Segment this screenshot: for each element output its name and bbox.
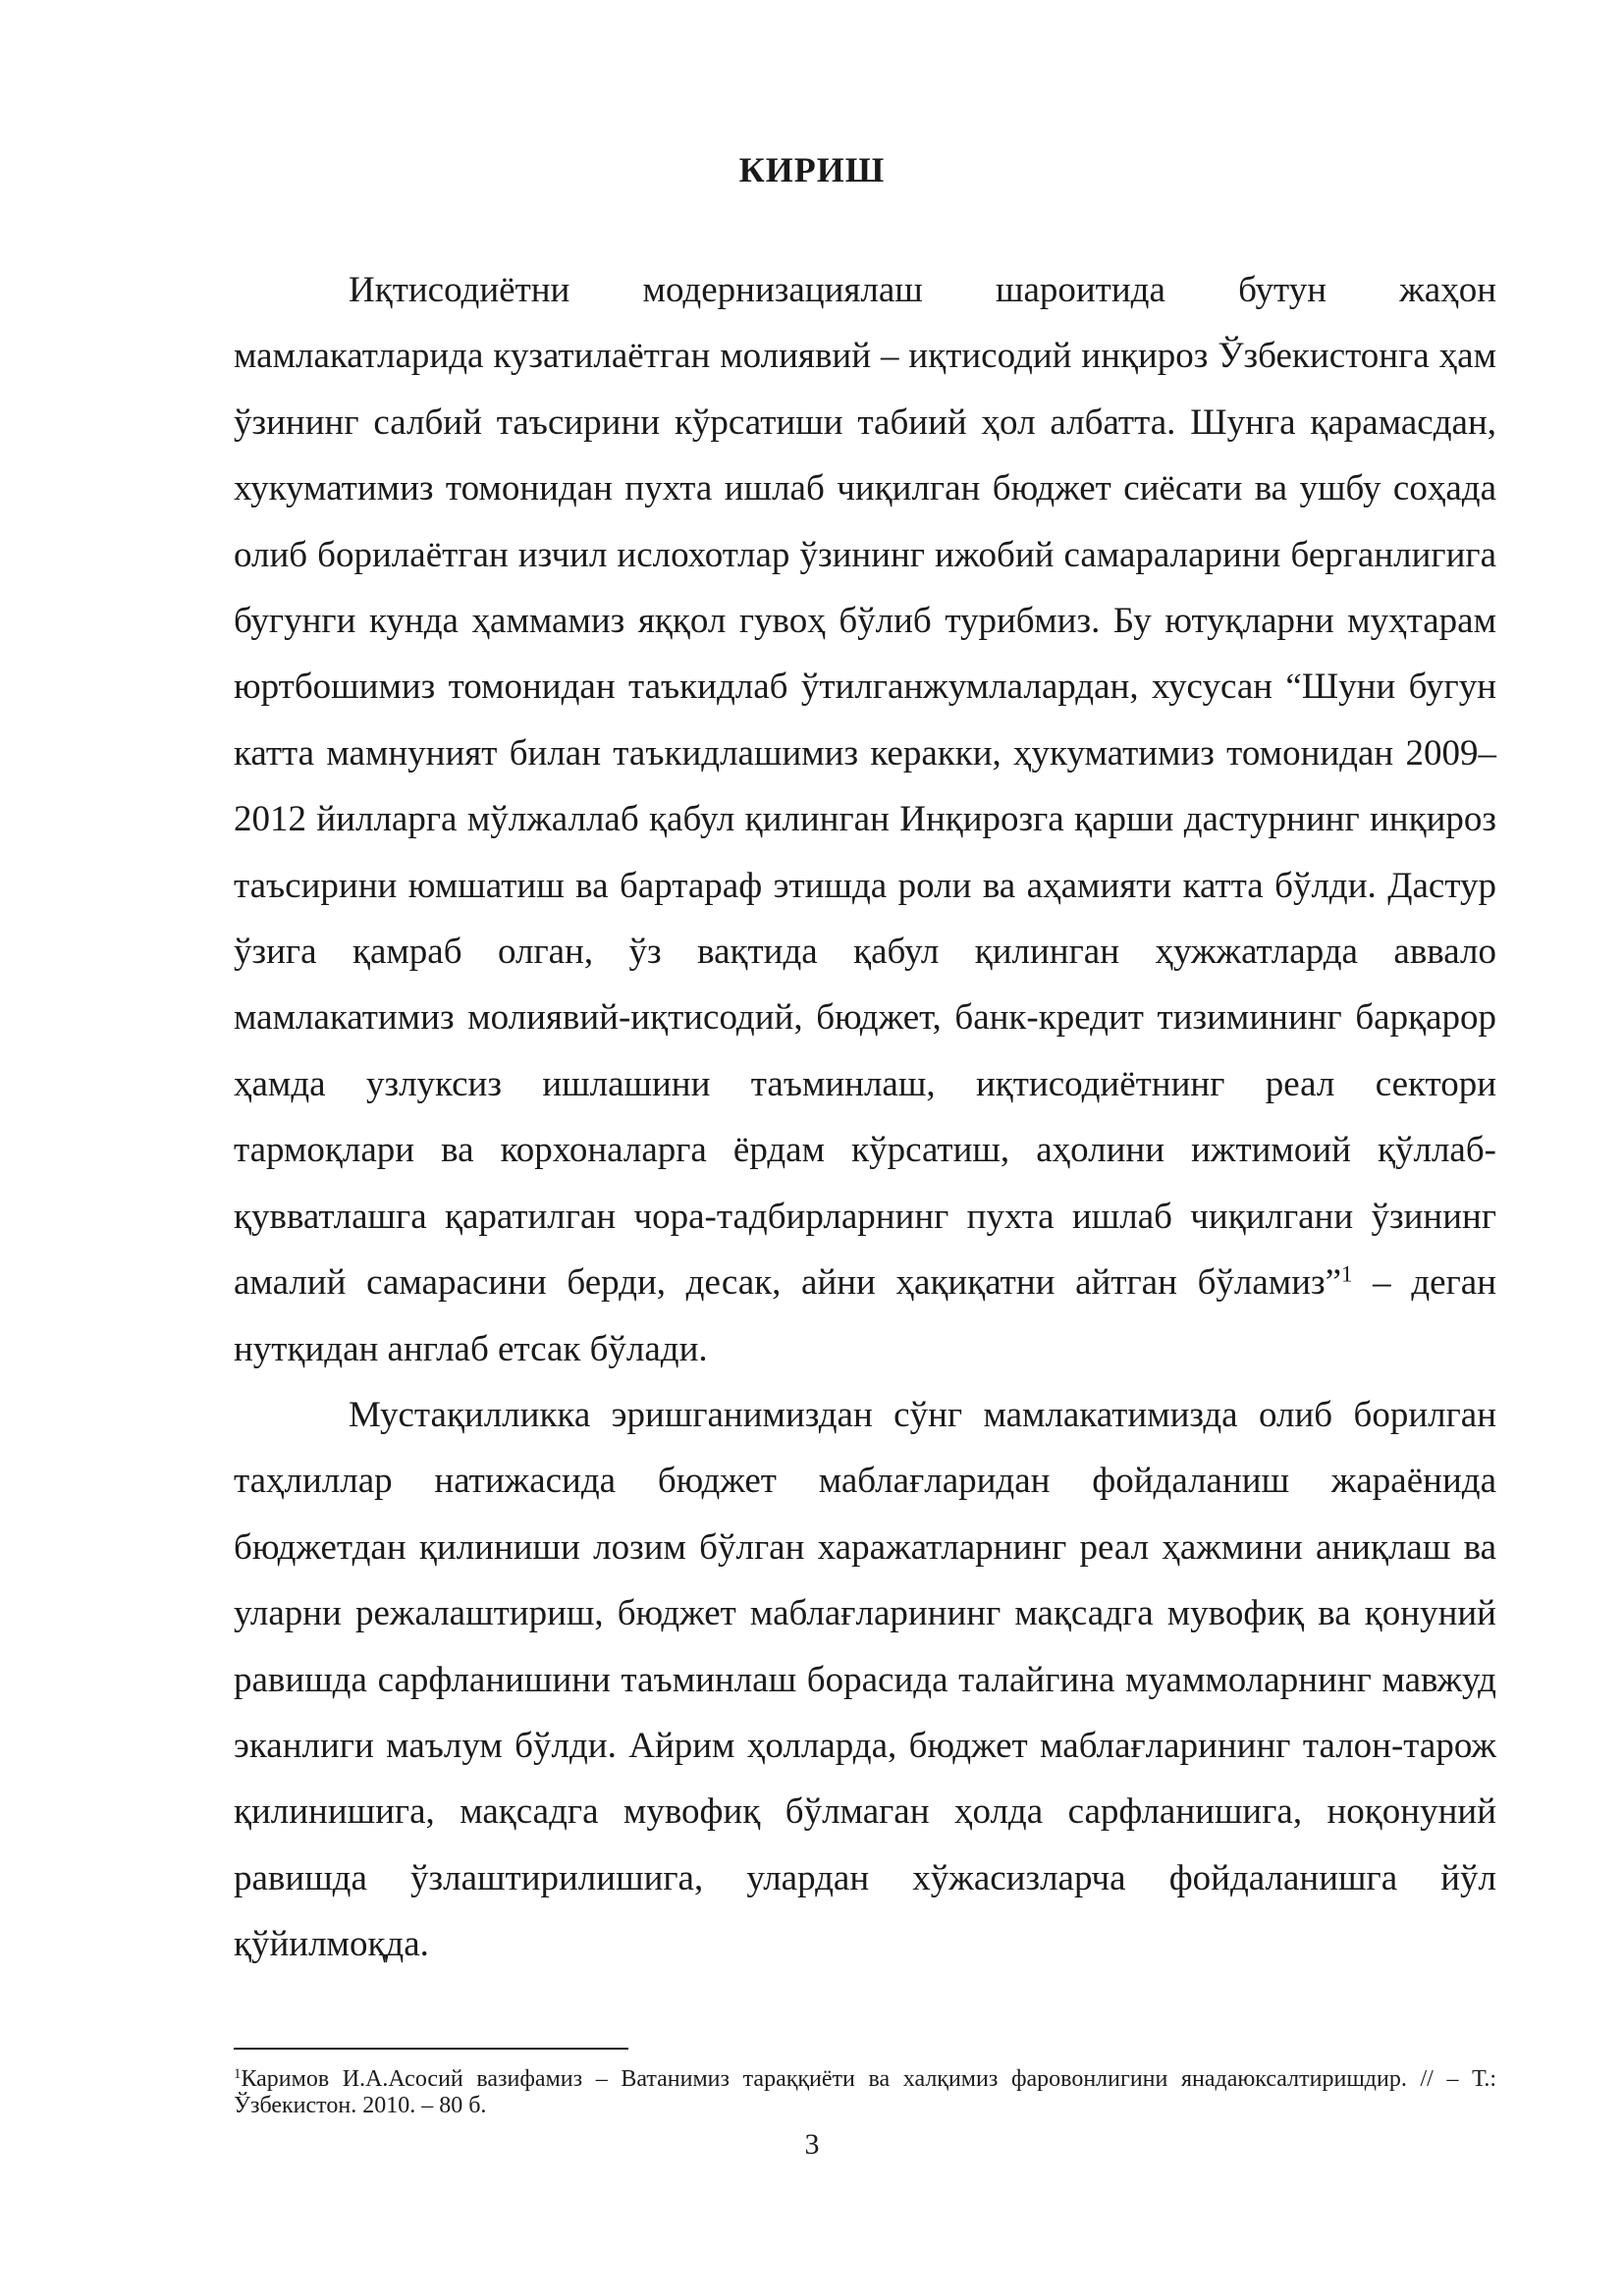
paragraph-1: [234, 257, 1496, 1382]
paragraph-2: Мустақилликка эришганимиздан сўнг мамлакатимизда олиб борилган таҳлиллар натижасида бюджет маблағларидан фойдаланиш жараёнида бюджетдан қилиниши лозим бўлган харажатларнинг реал ҳажмини аниқлаш ва уларни режалаштириш, бюджет маблағларининг мақсадга мувофиқ ва қонуний равишда сарфланишини таъминлаш борасида талайгина муаммоларнинг мавжуд эканлиги маълум бўлди. Айрим ҳолларда, бюджет маблағларининг талон-тарож қилинишига, мақсадга мувофиқ бўлмаган ҳолда сарфланишига, ноқонуний равишда ўзлаштирилишига, улардан хўжасизларча фойдаланишга йўл қўйилмоқда.: [234, 1394, 1496, 1965]
body-text: [234, 257, 1496, 1978]
page-number: 3: [804, 2128, 820, 2161]
paragraph-1-text: Иқтисодиётни модернизациялаш шароитида бутун жаҳон мамлакатларида кузатилаётган молиявий – иқтисодий инқироз Ўзбекистонга ҳам ўзининг салбий таъсирини кўрсатиши табиий ҳол албатта. Шунга қарамасдан, хукуматимиз томонидан пухта ишлаб чиқилган бюджет сиёсати ва ушбу соҳада олиб борилаётган изчил ислохотлар ўзининг ижобий самараларини берганлигига бугунги кунда ҳаммамиз яққол гувоҳ бўлиб турибмиз. Бу ютуқларни муҳтарам юртбошимиз томонидан таъкидлаб ўтилганжумлалардан, хусусан “Шуни бугун катта мамнуният билан таъкидлашимиз керакки, ҳукуматимиз томонидан 2009–2012 йилларга мўлжаллаб қабул қилинган Инқирозга қарши дастурнинг инқироз таъсирини юмшатиш ва бартараф этишда роли ва аҳамияти катта бўлди. Дастур ўзига қамраб олган, ўз вақтида қабул қилинган ҳужжатларда аввало мамлакатимиз молиявий-иқтисодий, бюджет, банк-кредит тизимининг барқарор ҳамда узлуксиз ишлашини таъминлаш, иқтисодиётнинг реал сектори тармоқлари ва корхоналарга ёрдам кўрсатиш, аҳолини ижтимоий қўллаб-қувватлашга қаратилган чора-тадбирларнинг пухта ишлаб чиқилгани ўзининг амалий самарасини берди, десак, айни ҳақиқатни айтган бўламиз”: [234, 270, 1496, 1304]
footnote-reference: 1: [1341, 1261, 1353, 1287]
footnote-text: Каримов И.А.Асосий вазифамиз – Ватанимиз тараққиёти ва халқимиз фаровонлигини янадаюксалтиришдир. // – Т.: Ўзбекистон. 2010. – 80 б.: [234, 2066, 1496, 2118]
page-title: КИРИШ: [738, 150, 886, 189]
footnote-separator: [234, 2048, 628, 2050]
footnote-number: 1: [234, 2065, 242, 2082]
footnote: [234, 2066, 1496, 2119]
paragraph-1-continuation: – деган нутқидан англаб етсак бўлади.: [234, 1262, 1496, 1369]
